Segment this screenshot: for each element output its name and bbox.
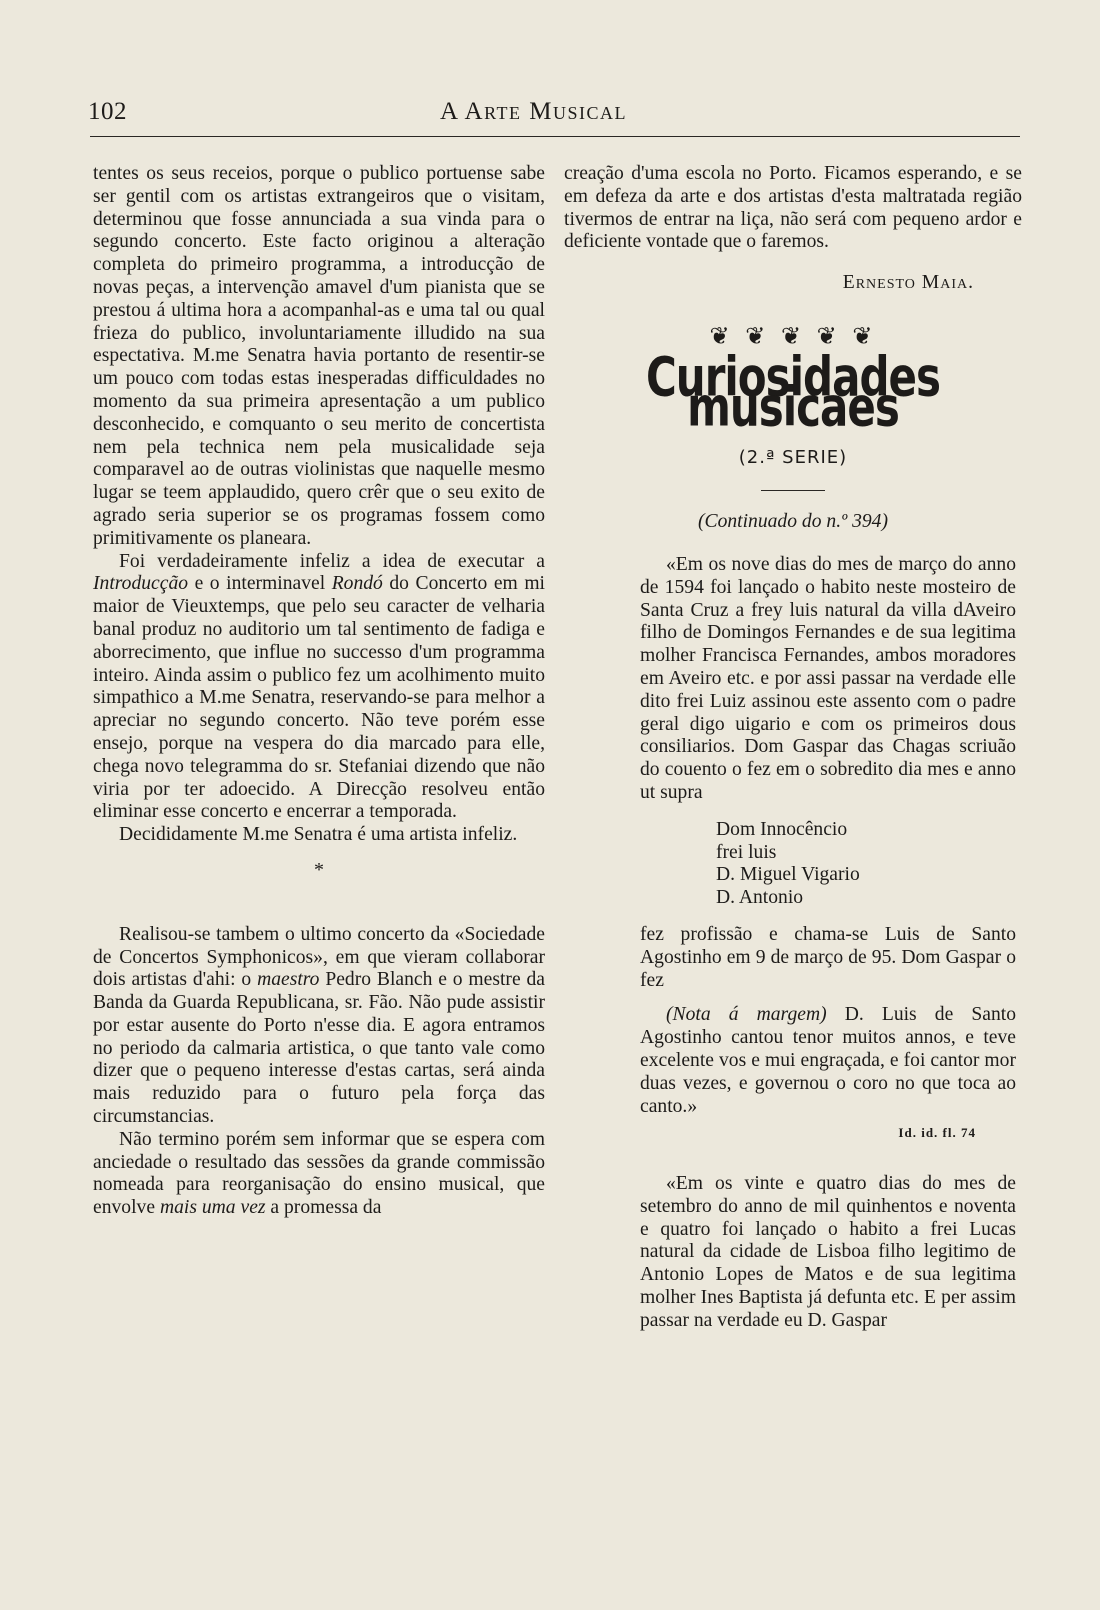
left-paragraph-5 (93, 1129, 545, 1220)
text-run: do Concerto em mi maior de Vieuxtemps, que pelo seu caracter de velharia banal produz no auditorio um tal sentimento de fadiga e aborrecimento, que influe no successo d'um programma inteiro. Ainda assim o publico fez um acolhimento muito simpathico a M.me Senatra, reservando-se para melhor a apreciar no segundo concerto. Não teve porém esse ensejo, porque na vespera do dia marcado para elle, chega novo telegramma do sr. Stefaniai dizendo que não viria por ter adoecido. A Direcção resolveu então eliminar esse concerto e encerrar a temporada. (93, 573, 545, 823)
text-run: Foi verdadeiramente infeliz a idea de executar a (119, 550, 545, 572)
right-paragraph-1: creação d'uma escola no Porto. Ficamos esperando, e se em defeza da arte e dos artistas d'esta maltratada região tivermos de entrar na liça, não será com pequeno ardor e deficiente vontade que o faremos. (564, 163, 1022, 253)
left-paragraph-4 (93, 924, 545, 1129)
text-line: segundo concerto. Este facto originou a (93, 231, 459, 253)
text-run: Pedro Blanch e o mestre da Banda da Guarda Republicana, sr. Fão. Não pude assistir por estar ausente do Porto n'esse dia. E agora entramos no periodo da calmaria artistica, o que tanto vale como dizer que o pequeno interesse d'estas cartas, será ainda mais reduzido para o futuro pela força das circumstancias. (93, 969, 545, 1128)
series-label: (2.ª SERIE) (738, 447, 848, 469)
text-run: Realisou-se tambem o ultimo concerto da «Sociedade de Concertos Symphonicos», em que vieram collaborar dois artistas d'ahi: o (93, 923, 545, 991)
italic-phrase: mais uma vez (159, 1197, 266, 1219)
signature-line: frei luis (716, 841, 777, 863)
reference: Id. id. fl. 74 (898, 1125, 976, 1141)
text-run: Não termino porém sem informar que se espera com anciedade o resultado das sessões da grande commissão nomeada para reorganisação do ensino musical, que envolve (93, 1128, 545, 1219)
section-star: * (314, 858, 324, 881)
quote-3 (640, 1004, 1016, 1118)
left-paragraph-2 (93, 551, 545, 825)
page-header (88, 98, 1020, 132)
left-column (93, 163, 545, 1220)
quote-block (564, 554, 1022, 1333)
text-line: que fosse annunciada a sua vinda para o (192, 208, 545, 230)
author-signature: Ernesto Maia. (842, 272, 974, 294)
quote-2: fez profissão e chama-se Luis de Santo Agostinho em 9 de março de 95. Dom Gaspar o fez (640, 923, 1016, 991)
italic-title: Introducção (93, 573, 189, 595)
text-line: portuense sabe ser gentil com os artistas (93, 163, 546, 207)
right-column (564, 163, 1022, 1333)
text-line: alteração completa do primeiro programma, a introducção de novas peças, a intervenção amavel d'um pianista que se prestou á ultima hora a acompanhal-as e uma tal ou qual frieza do publico, involuntariamente illudido na sua espectativa. M.me Senatra havia portanto de resentir-se um pouco com todas estas inesperadas difficuldades no momento da sua primeira apresentação a um publico desconhecido, e comquanto o seu merito de concertista nem pela technica nem pela musicalidade seja comparavel ao de outras violinistas que naquelle mesmo lugar se teem applaudido, quero crêr que o seu exito de agrado seria superior se os programas fossem como primitivamente os planeara. (93, 231, 545, 549)
page-number: 102 (88, 98, 127, 125)
header-rule (90, 136, 1020, 137)
signature-list (716, 819, 1016, 910)
text-line: tentes os seus receios, porque o publico (93, 163, 419, 184)
text-run: a promessa da (265, 1197, 382, 1219)
signature-line: D. Miguel Vigario (716, 864, 860, 886)
continued-note: (Continuado do n.º 394) (697, 511, 889, 533)
quote-1: «Em os nove dias do mes de março do anno de 1594 foi lançado o habito neste mosteiro de Santa Cruz a frey luis natural da villa dAveiro filho de Domingos Fernandes e de sua legitima molher Francisca Fernandes, ambos moradores em Aveiro etc. e por assi passar na verdade elle dito frei Luiz assinou este assento com o padre geral digo uigario e com os primeiros dous consiliarios. Dom Gaspar das Chagas scriuão do couento o fez em o sobredito dia mes e anno ut supra (640, 553, 1016, 803)
text-run: e o interminavel (188, 573, 332, 595)
left-paragraph-1 (93, 163, 545, 551)
section-title: Curiosidades musicaes (645, 344, 941, 439)
short-rule (761, 490, 825, 491)
ornament-divider: ❦ ❦ ❦ ❦ ❦ (709, 321, 877, 350)
italic-word: maestro (257, 969, 320, 991)
left-paragraph-3: Decididamente M.me Senatra é uma artista infeliz. (119, 824, 518, 846)
quote-4: «Em os vinte e quatro dias do mes de setembro do anno de mil quinhentos e noventa e quatro foi lançado o habito a frei Lucas natural da cidade de Lisboa filho legitimo de Antonio Lopes de Matos e de sua legitima molher Ines Baptista já defunta etc. E per assim passar na verdade eu D. Gaspar (640, 1173, 1016, 1331)
text-line: extrangeiros que o visitam, determinou (93, 185, 545, 230)
margin-note-label: (Nota á margem) (666, 1004, 827, 1026)
text-run: D. Luis de Santo Agostinho cantou tenor muitos annos, e teve excelente vos e mui engraçada, e foi cantor mor duas vezes, e governou o coro no que toca ao canto.» (640, 1004, 1016, 1117)
italic-title: Rondó (331, 573, 383, 595)
journal-title: A Arte Musical (440, 98, 627, 125)
signature-line: D. Antonio (716, 887, 804, 909)
signature-line: Dom Innocêncio (716, 818, 848, 840)
